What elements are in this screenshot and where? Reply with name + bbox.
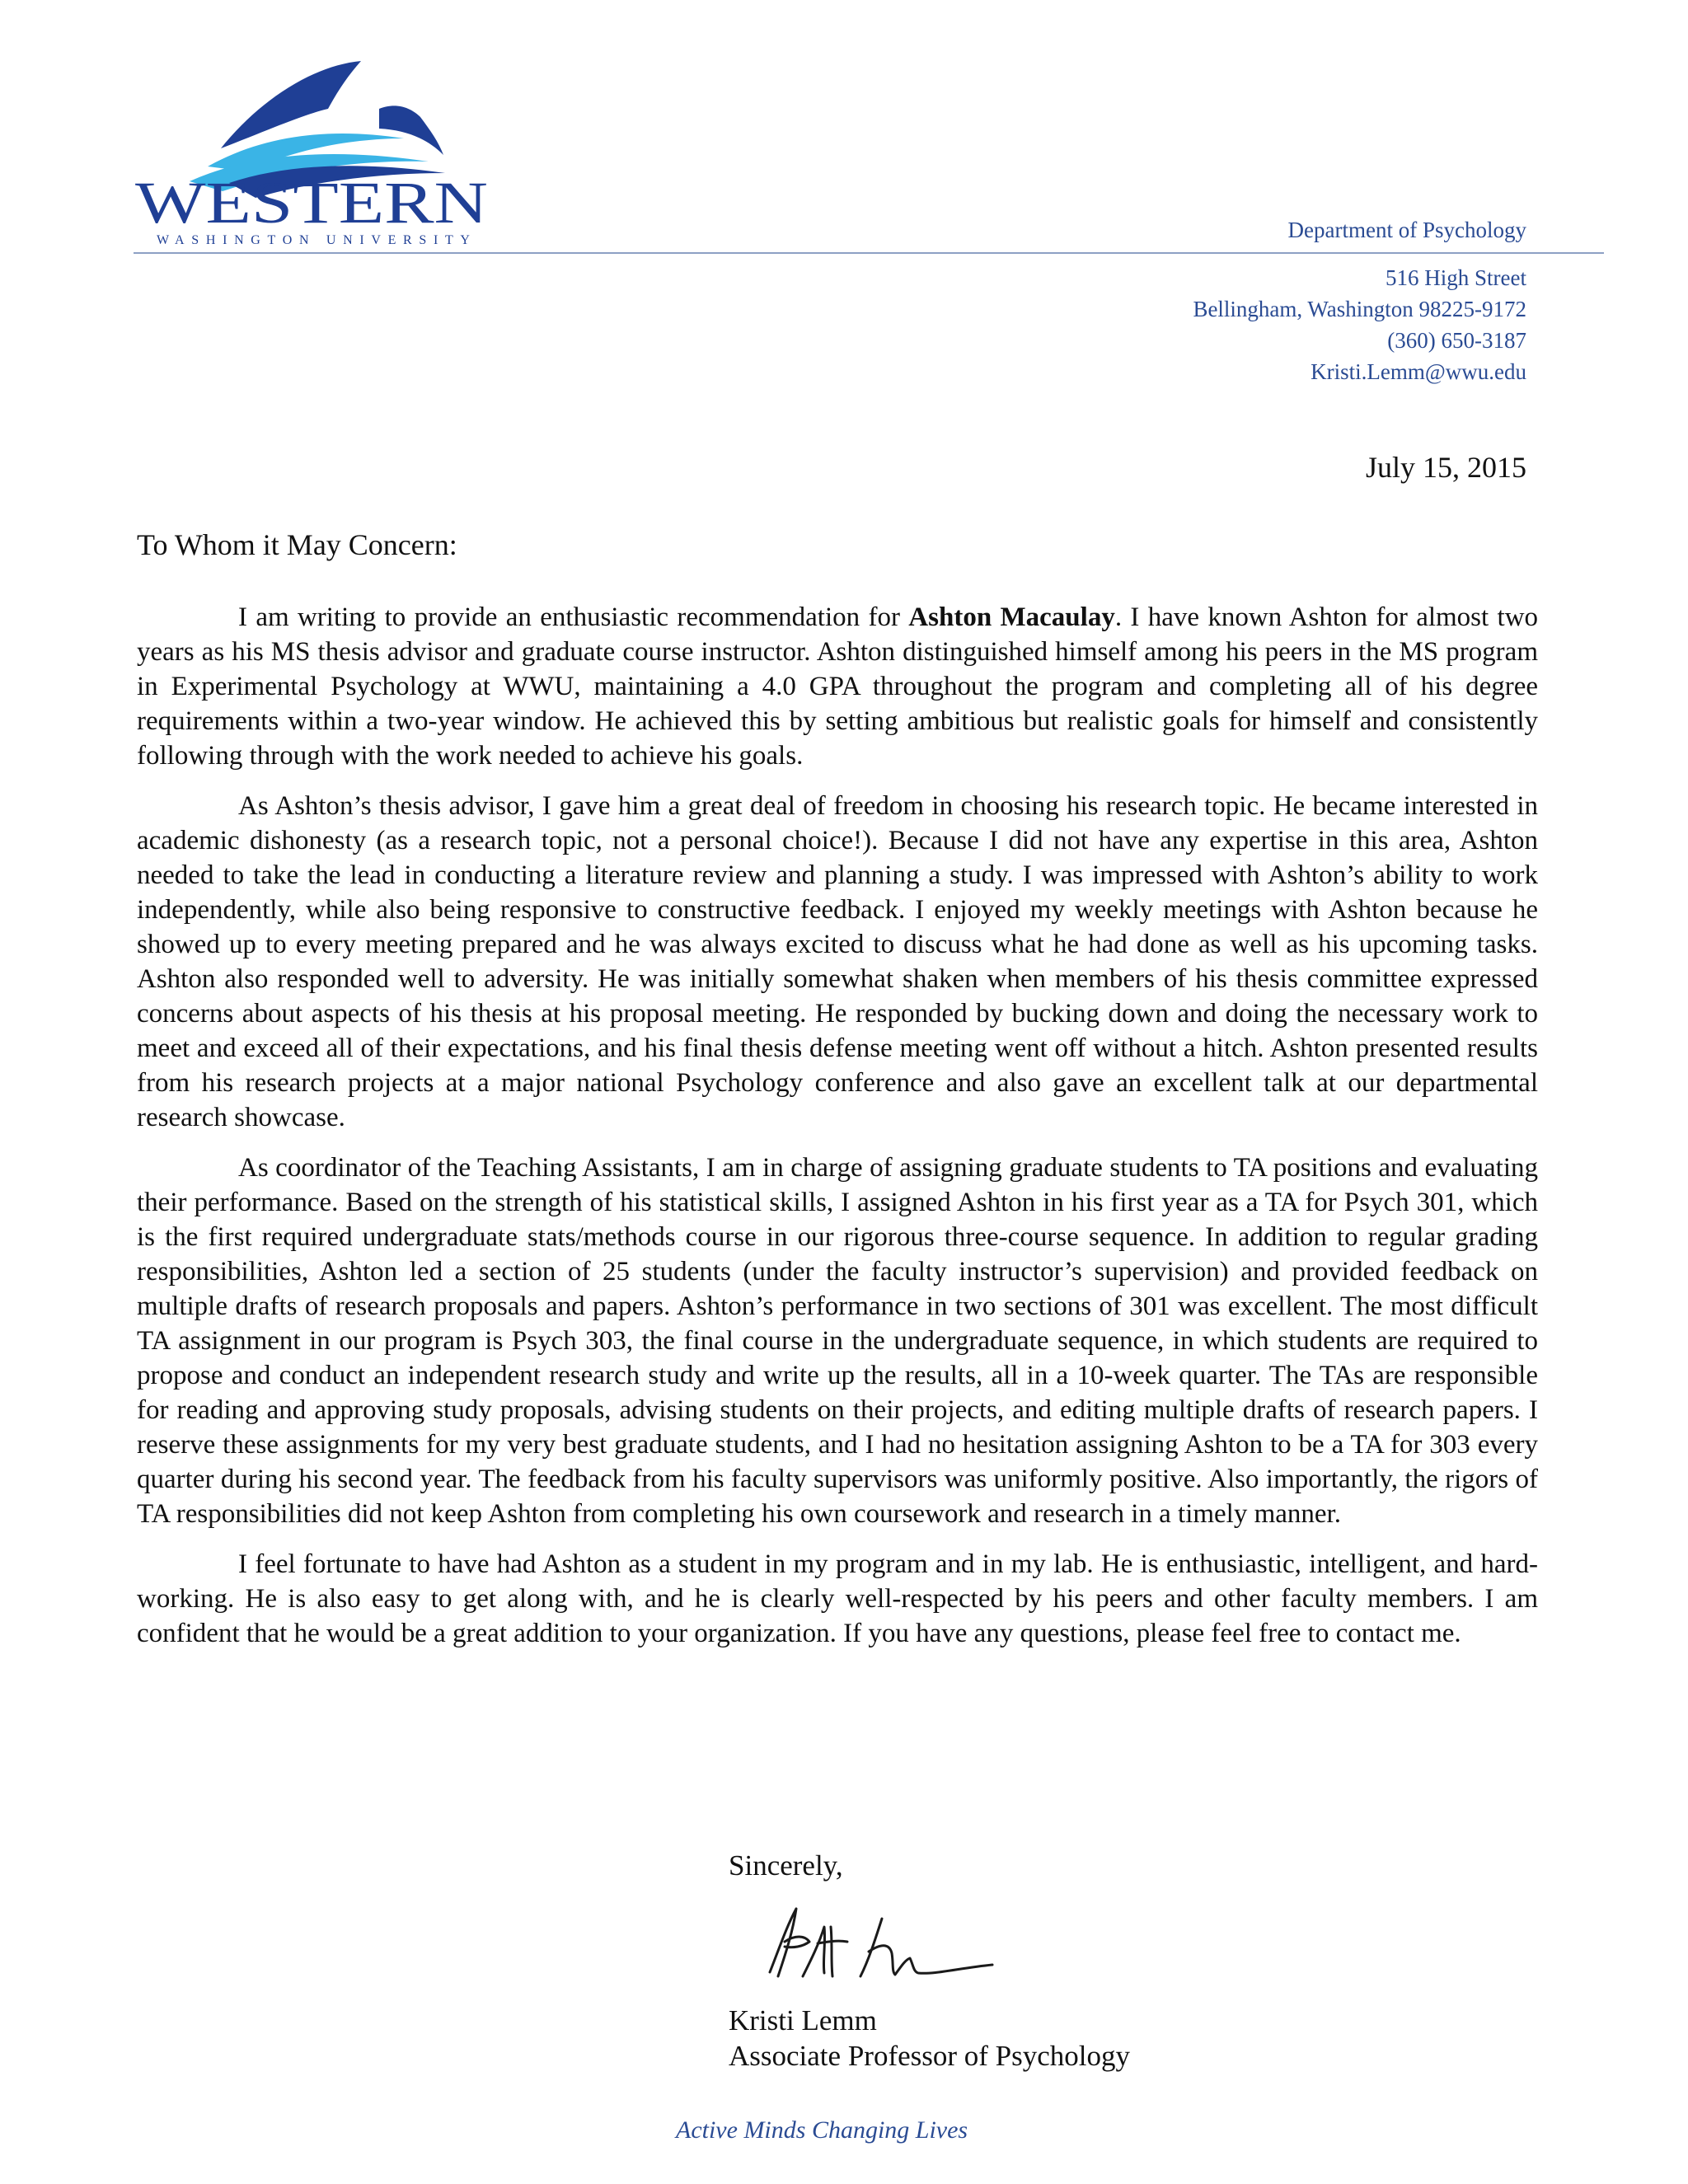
street-address: 516 High Street	[1386, 265, 1526, 290]
logo-wordmark: WESTERN	[135, 170, 488, 236]
university-motto: Active Minds Changing Lives	[676, 2116, 968, 2144]
address-block	[1193, 262, 1526, 387]
department-name: Department of Psychology	[1287, 218, 1526, 242]
email-address: Kristi.Lemm@wwu.edu	[1311, 359, 1526, 384]
paragraph-2: As Ashton’s thesis advisor, I gave him a great deal of freedom in choosing his research topic. He became interested in academic dishonesty (as a research topic, not a personal choice!). Because I did not have any expertise in this area, Ashton needed to take the lead in conducting a literature review and planning a study. I was impressed with Ashton’s ability to work independently, while also being responsive to constructive feedback. I enjoyed my weekly meetings with Ashton because he showed up to every meeting prepared and he was always excited to discuss what he had done as well as his upcoming tasks. Ashton also responded well to adversity. He was initially somewhat shaken when members of his thesis committee expressed concerns about aspects of his thesis at his proposal meeting. He responded by bucking down and doing the necessary work to meet and exceed all of their expectations, and his final thesis defense meeting went off without a hitch. Ashton presented results from his research projects at a major national Psychology conference and also gave an excellent talk at our departmental research showcase.	[137, 791, 1538, 1132]
signature-stroke	[770, 1909, 992, 1976]
salutation: To Whom it May Concern:	[137, 528, 457, 561]
paragraph-4: I feel fortunate to have had Ashton as a student in my program and in my lab. He is enthusiastic, intelligent, and hard-working. He is also easy to get along with, and he is clearly well-respected by his peers and other faculty members. I am confident that he would be a great addition to your organization. If you have any questions, please feel free to contact me.	[137, 1549, 1538, 1648]
candidate-name: Ashton Macaulay	[908, 602, 1115, 632]
letterhead-divider	[134, 252, 1604, 254]
signer-title: Associate Professor of Psychology	[729, 2040, 1131, 2072]
logo-subtext: WASHINGTON UNIVERSITY	[157, 233, 470, 247]
signer-name: Kristi Lemm	[729, 2004, 877, 2036]
handwritten-signature	[745, 1894, 1009, 1993]
city-state-zip: Bellingham, Washington 98225-9172	[1193, 297, 1526, 321]
signature-drawing	[745, 1894, 1009, 1993]
university-logo	[132, 59, 495, 249]
logo-mark	[132, 59, 495, 249]
signer-block	[729, 2003, 1130, 2074]
letter-body	[137, 600, 1538, 1666]
closing: Sincerely,	[729, 1849, 843, 1882]
paragraph-1-lead: I am writing to provide an enthusiastic recommendation for	[238, 602, 909, 632]
logo-peak-shape	[379, 105, 443, 155]
paragraph-1	[137, 600, 1538, 773]
letter-date: July 15, 2015	[1365, 451, 1526, 484]
paragraph-1-rest: . I have known Ashton for almost two years as his MS thesis advisor and graduate course instructor. Ashton distinguished himself among his peers in the MS program in Experimental Psychology at WWU, maintaining a 4.0 GPA throughout the program and completing all of his degree requirements within a two-year window. He achieved this by setting ambitious but realistic goals for himself and consistently following through with the work needed to achieve his goals.	[137, 602, 1539, 771]
paragraph-3: As coordinator of the Teaching Assistants, I am in charge of assigning graduate students to TA positions and evaluating their performance. Based on the strength of his statistical skills, I assigned Ashton in his first year as a TA for Psych 301, which is the first required undergraduate stats/methods course in our rigorous three-course sequence. In addition to regular grading responsibilities, Ashton led a section of 25 students (under the faculty instructor’s supervision) and provided feedback on multiple drafts of research proposals and papers. Ashton’s performance in two sections of 301 was excellent. The most difficult TA assignment in our program is Psych 303, the final course in the undergraduate sequence, in which students are required to propose and conduct an independent research study and write up the results, all in a 10-week quarter. The TAs are responsible for reading and approving study proposals, advising students on their projects, and editing multiple drafts of research papers. I reserve these assignments for my very best graduate students, and I had no hesitation assigning Ashton to be a TA for 303 every quarter during his second year. The feedback from his faculty supervisors was uniformly positive. Also importantly, the rigors of TA responsibilities did not keep Ashton from completing his own coursework and research in a timely manner.	[137, 1153, 1538, 1529]
phone-number: (360) 650-3187	[1387, 328, 1526, 353]
